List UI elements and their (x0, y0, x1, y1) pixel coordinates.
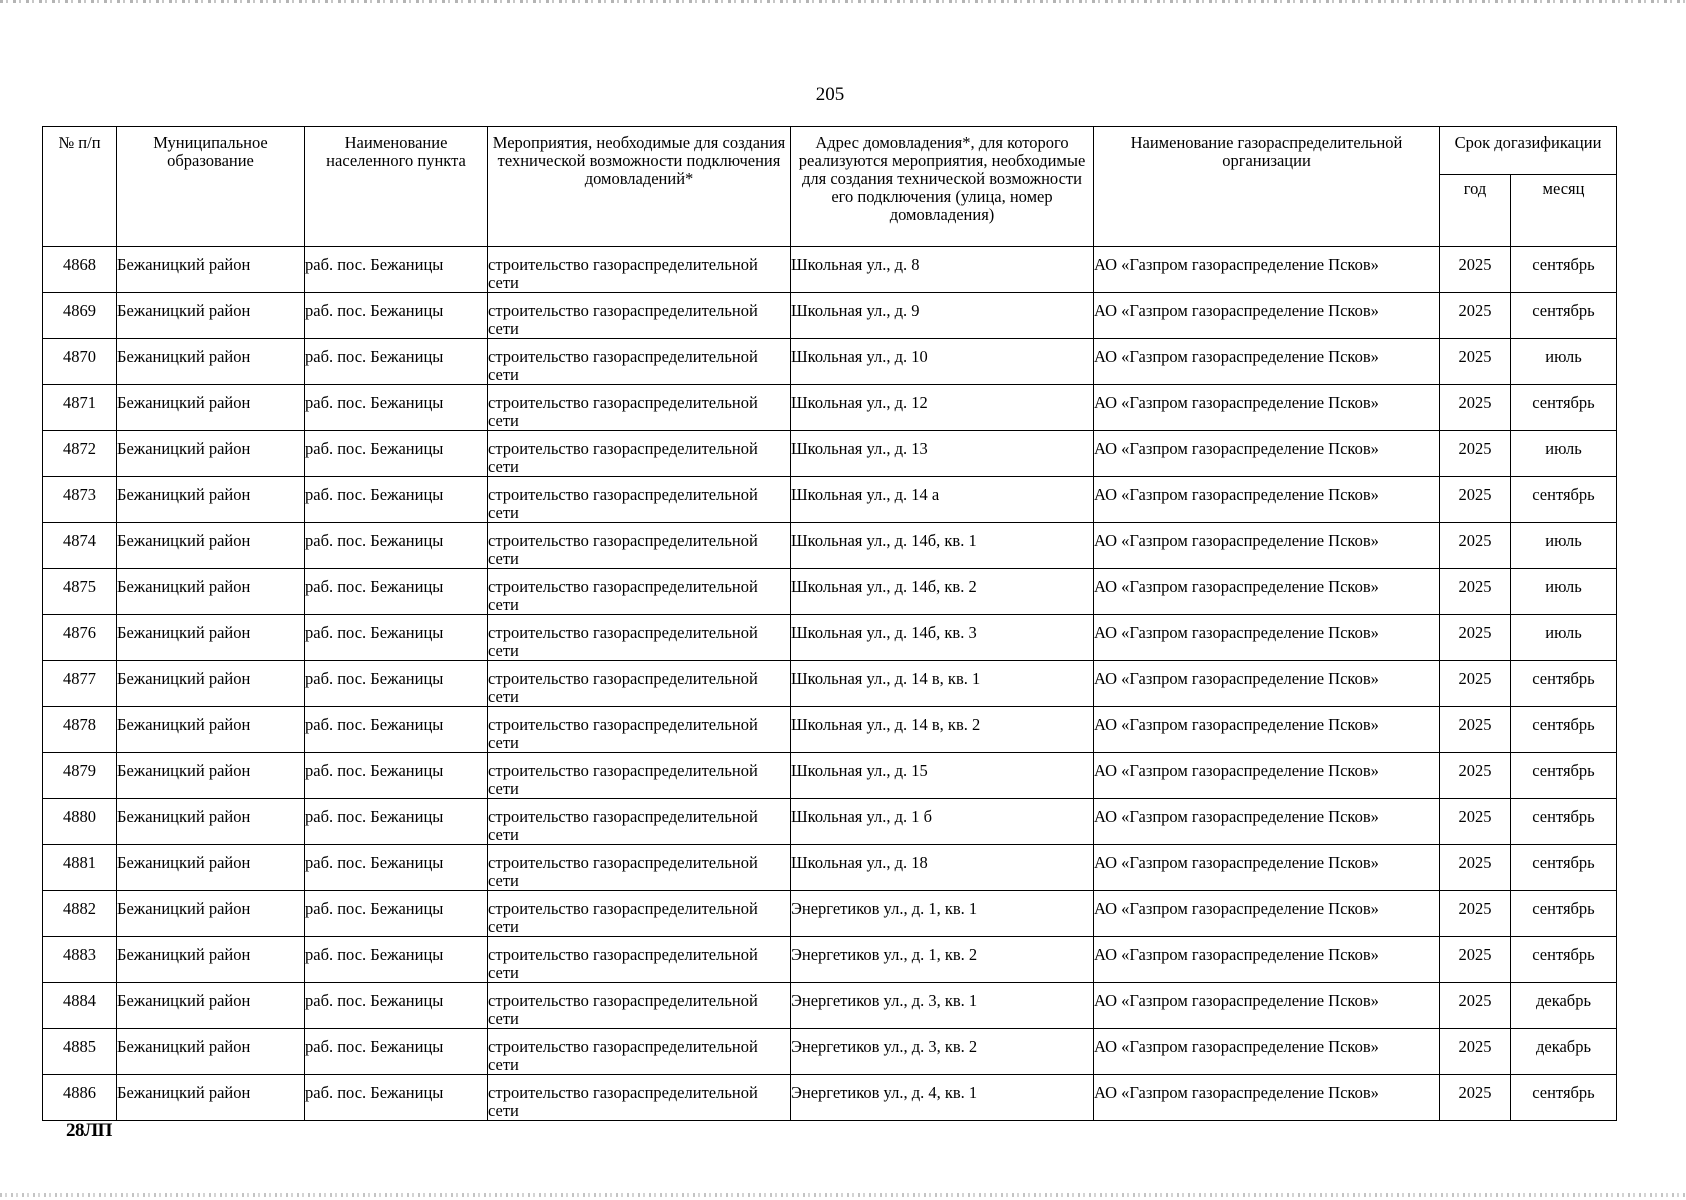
cell-address: Энергетиков ул., д. 1, кв. 2 (791, 937, 1094, 983)
cell-municipality: Бежаницкий район (117, 339, 305, 385)
cell-year: 2025 (1440, 385, 1511, 431)
cell-organization: АО «Газпром газораспределение Псков» (1094, 615, 1440, 661)
cell-year: 2025 (1440, 569, 1511, 615)
cell-month: сентябрь (1511, 247, 1617, 293)
table-body (43, 247, 1617, 1121)
cell-measures: строительство газораспределительной сети (488, 339, 791, 385)
cell-organization: АО «Газпром газораспределение Псков» (1094, 385, 1440, 431)
document-code: 28ЛП (66, 1120, 112, 1141)
cell-municipality: Бежаницкий район (117, 753, 305, 799)
cell-measures: строительство газораспределительной сети (488, 477, 791, 523)
header-address: Адрес домовладения*, для которого реализуются мероприятия, необходимые для создания технической возможности его подключения (улица, номер домовладения) (791, 127, 1094, 247)
cell-month: сентябрь (1511, 477, 1617, 523)
cell-municipality: Бежаницкий район (117, 845, 305, 891)
cell-year: 2025 (1440, 661, 1511, 707)
cell-address: Школьная ул., д. 18 (791, 845, 1094, 891)
cell-settlement: раб. пос. Бежаницы (305, 385, 488, 431)
table-row (43, 753, 1617, 799)
cell-settlement: раб. пос. Бежаницы (305, 1029, 488, 1075)
cell-address: Школьная ул., д. 10 (791, 339, 1094, 385)
cell-num: 4869 (43, 293, 117, 339)
cell-organization: АО «Газпром газораспределение Псков» (1094, 799, 1440, 845)
header-month: месяц (1511, 175, 1617, 247)
cell-measures: строительство газораспределительной сети (488, 937, 791, 983)
cell-month: декабрь (1511, 983, 1617, 1029)
cell-num: 4881 (43, 845, 117, 891)
cell-year: 2025 (1440, 1075, 1511, 1121)
table-row (43, 845, 1617, 891)
cell-settlement: раб. пос. Бежаницы (305, 523, 488, 569)
header-organization: Наименование газораспределительной организации (1094, 127, 1440, 247)
cell-municipality: Бежаницкий район (117, 707, 305, 753)
cell-municipality: Бежаницкий район (117, 431, 305, 477)
cell-address: Школьная ул., д. 12 (791, 385, 1094, 431)
cell-year: 2025 (1440, 983, 1511, 1029)
cell-organization: АО «Газпром газораспределение Псков» (1094, 937, 1440, 983)
cell-month: сентябрь (1511, 707, 1617, 753)
cell-measures: строительство газораспределительной сети (488, 247, 791, 293)
cell-settlement: раб. пос. Бежаницы (305, 799, 488, 845)
table-row (43, 937, 1617, 983)
header-measures: Мероприятия, необходимые для создания технической возможности подключения домовладений* (488, 127, 791, 247)
cell-organization: АО «Газпром газораспределение Псков» (1094, 983, 1440, 1029)
cell-month: июль (1511, 615, 1617, 661)
table-row (43, 431, 1617, 477)
cell-month: сентябрь (1511, 937, 1617, 983)
cell-measures: строительство газораспределительной сети (488, 799, 791, 845)
cell-municipality: Бежаницкий район (117, 891, 305, 937)
cell-organization: АО «Газпром газораспределение Псков» (1094, 523, 1440, 569)
cell-month: сентябрь (1511, 661, 1617, 707)
cell-settlement: раб. пос. Бежаницы (305, 477, 488, 523)
cell-organization: АО «Газпром газораспределение Псков» (1094, 293, 1440, 339)
table-row (43, 477, 1617, 523)
cell-year: 2025 (1440, 1029, 1511, 1075)
cell-settlement: раб. пос. Бежаницы (305, 615, 488, 661)
table-row (43, 247, 1617, 293)
cell-measures: строительство газораспределительной сети (488, 293, 791, 339)
cell-organization: АО «Газпром газораспределение Псков» (1094, 247, 1440, 293)
cell-measures: строительство газораспределительной сети (488, 431, 791, 477)
table-row (43, 983, 1617, 1029)
cell-organization: АО «Газпром газораспределение Псков» (1094, 339, 1440, 385)
cell-municipality: Бежаницкий район (117, 247, 305, 293)
cell-num: 4868 (43, 247, 117, 293)
cell-settlement: раб. пос. Бежаницы (305, 569, 488, 615)
table-row (43, 615, 1617, 661)
cell-month: июль (1511, 523, 1617, 569)
cell-organization: АО «Газпром газораспределение Псков» (1094, 569, 1440, 615)
header-term: Срок догазификации (1440, 127, 1617, 175)
cell-address: Энергетиков ул., д. 3, кв. 1 (791, 983, 1094, 1029)
cell-address: Энергетиков ул., д. 1, кв. 1 (791, 891, 1094, 937)
cell-settlement: раб. пос. Бежаницы (305, 293, 488, 339)
cell-address: Школьная ул., д. 14б, кв. 3 (791, 615, 1094, 661)
cell-organization: АО «Газпром газораспределение Псков» (1094, 707, 1440, 753)
cell-address: Энергетиков ул., д. 3, кв. 2 (791, 1029, 1094, 1075)
header-settlement: Наименование населенного пункта (305, 127, 488, 247)
cell-num: 4876 (43, 615, 117, 661)
cell-settlement: раб. пос. Бежаницы (305, 339, 488, 385)
cell-num: 4885 (43, 1029, 117, 1075)
cell-measures: строительство газораспределительной сети (488, 845, 791, 891)
cell-num: 4870 (43, 339, 117, 385)
cell-month: сентябрь (1511, 1075, 1617, 1121)
gasification-table (42, 126, 1617, 1121)
header-year: год (1440, 175, 1511, 247)
cell-municipality: Бежаницкий район (117, 523, 305, 569)
cell-month: июль (1511, 569, 1617, 615)
cell-address: Школьная ул., д. 13 (791, 431, 1094, 477)
cell-settlement: раб. пос. Бежаницы (305, 1075, 488, 1121)
cell-month: сентябрь (1511, 845, 1617, 891)
cell-address: Школьная ул., д. 14 в, кв. 2 (791, 707, 1094, 753)
cell-municipality: Бежаницкий район (117, 477, 305, 523)
cell-measures: строительство газораспределительной сети (488, 1029, 791, 1075)
cell-num: 4874 (43, 523, 117, 569)
cell-year: 2025 (1440, 247, 1511, 293)
table-row (43, 891, 1617, 937)
cell-address: Школьная ул., д. 14б, кв. 1 (791, 523, 1094, 569)
header-municipality: Муниципальное образование (117, 127, 305, 247)
cell-month: сентябрь (1511, 753, 1617, 799)
cell-measures: строительство газораспределительной сети (488, 983, 791, 1029)
table-row (43, 339, 1617, 385)
cell-month: сентябрь (1511, 293, 1617, 339)
cell-month: сентябрь (1511, 891, 1617, 937)
scan-edge-bottom (0, 1193, 1686, 1197)
cell-year: 2025 (1440, 845, 1511, 891)
table-row (43, 385, 1617, 431)
cell-year: 2025 (1440, 431, 1511, 477)
cell-num: 4880 (43, 799, 117, 845)
cell-num: 4878 (43, 707, 117, 753)
cell-municipality: Бежаницкий район (117, 385, 305, 431)
cell-year: 2025 (1440, 799, 1511, 845)
cell-num: 4872 (43, 431, 117, 477)
cell-address: Школьная ул., д. 14б, кв. 2 (791, 569, 1094, 615)
cell-measures: строительство газораспределительной сети (488, 753, 791, 799)
cell-municipality: Бежаницкий район (117, 1029, 305, 1075)
cell-measures: строительство газораспределительной сети (488, 385, 791, 431)
cell-measures: строительство газораспределительной сети (488, 1075, 791, 1121)
cell-organization: АО «Газпром газораспределение Псков» (1094, 891, 1440, 937)
cell-measures: строительство газораспределительной сети (488, 523, 791, 569)
cell-settlement: раб. пос. Бежаницы (305, 753, 488, 799)
cell-year: 2025 (1440, 523, 1511, 569)
cell-num: 4882 (43, 891, 117, 937)
cell-month: июль (1511, 431, 1617, 477)
table-row (43, 1075, 1617, 1121)
cell-organization: АО «Газпром газораспределение Псков» (1094, 1029, 1440, 1075)
cell-month: июль (1511, 339, 1617, 385)
cell-municipality: Бежаницкий район (117, 1075, 305, 1121)
cell-year: 2025 (1440, 707, 1511, 753)
cell-municipality: Бежаницкий район (117, 293, 305, 339)
cell-municipality: Бежаницкий район (117, 661, 305, 707)
cell-address: Школьная ул., д. 14 в, кв. 1 (791, 661, 1094, 707)
cell-address: Школьная ул., д. 15 (791, 753, 1094, 799)
cell-year: 2025 (1440, 753, 1511, 799)
table-header (43, 127, 1617, 247)
cell-settlement: раб. пос. Бежаницы (305, 845, 488, 891)
cell-year: 2025 (1440, 477, 1511, 523)
header-num: № п/п (43, 127, 117, 247)
cell-num: 4877 (43, 661, 117, 707)
table-row (43, 661, 1617, 707)
cell-address: Энергетиков ул., д. 4, кв. 1 (791, 1075, 1094, 1121)
cell-num: 4886 (43, 1075, 117, 1121)
cell-municipality: Бежаницкий район (117, 937, 305, 983)
cell-measures: строительство газораспределительной сети (488, 569, 791, 615)
cell-measures: строительство газораспределительной сети (488, 615, 791, 661)
cell-address: Школьная ул., д. 8 (791, 247, 1094, 293)
cell-address: Школьная ул., д. 14 а (791, 477, 1094, 523)
cell-settlement: раб. пос. Бежаницы (305, 707, 488, 753)
table-row (43, 569, 1617, 615)
cell-settlement: раб. пос. Бежаницы (305, 937, 488, 983)
table-row (43, 1029, 1617, 1075)
cell-organization: АО «Газпром газораспределение Псков» (1094, 753, 1440, 799)
cell-year: 2025 (1440, 293, 1511, 339)
cell-settlement: раб. пос. Бежаницы (305, 247, 488, 293)
cell-year: 2025 (1440, 937, 1511, 983)
cell-settlement: раб. пос. Бежаницы (305, 661, 488, 707)
table-row (43, 293, 1617, 339)
cell-year: 2025 (1440, 615, 1511, 661)
cell-measures: строительство газораспределительной сети (488, 661, 791, 707)
cell-month: декабрь (1511, 1029, 1617, 1075)
cell-settlement: раб. пос. Бежаницы (305, 983, 488, 1029)
cell-num: 4873 (43, 477, 117, 523)
cell-measures: строительство газораспределительной сети (488, 707, 791, 753)
cell-num: 4884 (43, 983, 117, 1029)
cell-num: 4875 (43, 569, 117, 615)
cell-municipality: Бежаницкий район (117, 569, 305, 615)
cell-organization: АО «Газпром газораспределение Псков» (1094, 477, 1440, 523)
cell-settlement: раб. пос. Бежаницы (305, 891, 488, 937)
cell-address: Школьная ул., д. 9 (791, 293, 1094, 339)
cell-month: сентябрь (1511, 799, 1617, 845)
cell-address: Школьная ул., д. 1 б (791, 799, 1094, 845)
page-number: 205 (815, 84, 845, 105)
table-row (43, 799, 1617, 845)
cell-settlement: раб. пос. Бежаницы (305, 431, 488, 477)
table-row (43, 707, 1617, 753)
cell-municipality: Бежаницкий район (117, 615, 305, 661)
cell-organization: АО «Газпром газораспределение Псков» (1094, 845, 1440, 891)
cell-municipality: Бежаницкий район (117, 799, 305, 845)
cell-month: сентябрь (1511, 385, 1617, 431)
cell-municipality: Бежаницкий район (117, 983, 305, 1029)
cell-organization: АО «Газпром газораспределение Псков» (1094, 661, 1440, 707)
cell-measures: строительство газораспределительной сети (488, 891, 791, 937)
cell-organization: АО «Газпром газораспределение Псков» (1094, 431, 1440, 477)
cell-num: 4871 (43, 385, 117, 431)
cell-year: 2025 (1440, 339, 1511, 385)
scan-edge-top (0, 0, 1686, 3)
cell-num: 4883 (43, 937, 117, 983)
cell-organization: АО «Газпром газораспределение Псков» (1094, 1075, 1440, 1121)
cell-num: 4879 (43, 753, 117, 799)
table-row (43, 523, 1617, 569)
cell-year: 2025 (1440, 891, 1511, 937)
